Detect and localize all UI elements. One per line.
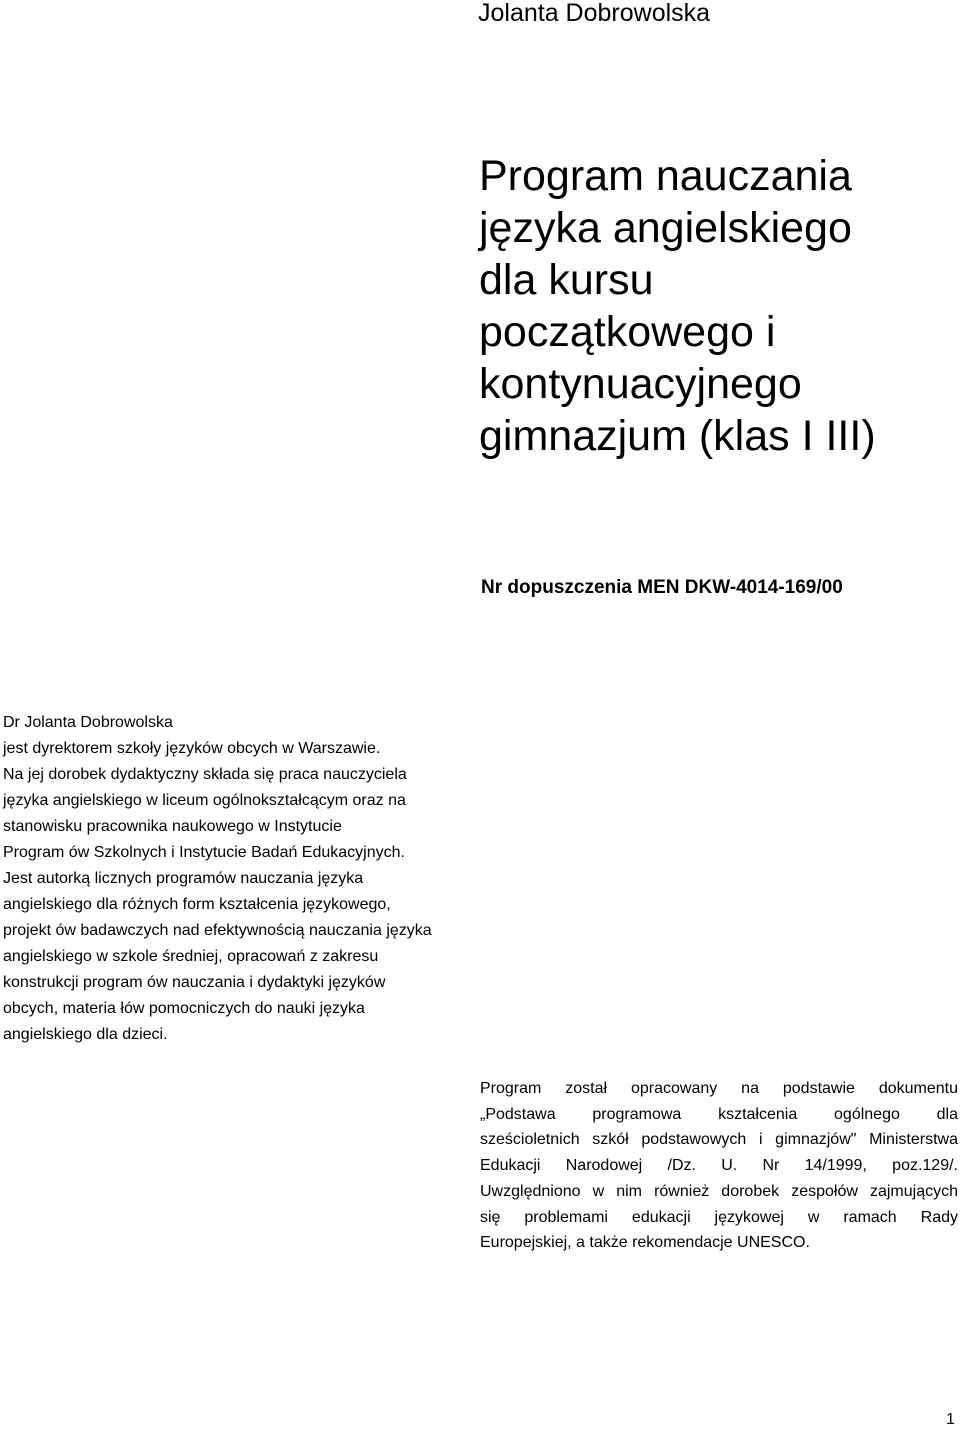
note-line: Europejskiej, a także rekomendacje UNESCO. [480, 1234, 810, 1252]
bio-line: angielskiego dla dzieci. [3, 1026, 168, 1043]
bio-line: Dr Jolanta Dobrowolska [3, 714, 173, 731]
title-line: dla kursu [479, 256, 654, 304]
note-line: się problemami edukacji językowej w ramach Rady [480, 1208, 958, 1226]
bio-line: obcych, materia łów pomocniczych do nauki języka [3, 1000, 365, 1017]
note-line: Uwzględniono w nim również dorobek zespołów zajmujących [480, 1182, 958, 1200]
bio-line: języka angielskiego w liceum ogólnokształcącym oraz na [3, 792, 406, 809]
document-title [479, 150, 954, 462]
approval-number: Nr dopuszczenia MEN DKW-4014-169/00 [481, 577, 843, 598]
document-author-header: Jolanta Dobrowolska [478, 0, 711, 27]
title-line: kontynuacyjnego [479, 360, 802, 408]
title-line: języka angielskiego [479, 204, 852, 252]
author-bio [3, 710, 478, 1048]
bio-line: angielskiego w szkole średniej, opracowań z zakresu [3, 948, 379, 965]
bio-line: konstrukcji program ów nauczania i dydaktyki języków [3, 974, 386, 991]
note-line: sześcioletnich szkół podstawowych i gimnazjów" Ministerstwa [480, 1131, 958, 1149]
bio-line: projekt ów badawczych nad efektywnością nauczania języka [3, 922, 432, 939]
bio-line: Na jej dorobek dydaktyczny składa się praca nauczyciela [3, 766, 407, 783]
note-line: Program został opracowany na podstawie dokumentu [480, 1080, 958, 1097]
note-line: Edukacji Narodowej /Dz. U. Nr 14/1999, poz.129/. [480, 1157, 958, 1175]
title-line: gimnazjum (klas I III) [479, 412, 876, 460]
page-number: 1 [946, 1411, 955, 1428]
bio-line: Jest autorką licznych programów nauczania języka [3, 870, 364, 887]
bio-line: angielskiego dla różnych form kształcenia językowego, [3, 896, 391, 913]
bio-line: Program ów Szkolnych i Instytucie Badań Edukacyjnych. [3, 844, 405, 861]
program-basis-note [480, 1076, 958, 1256]
title-line: Program nauczania [479, 152, 852, 200]
bio-line: stanowisku pracownika naukowego w Instytucie [3, 818, 342, 835]
note-line: „Podstawa programowa kształcenia ogólnego dla [480, 1105, 958, 1123]
bio-line: jest dyrektorem szkoły języków obcych w Warszawie. [3, 740, 381, 757]
title-line: początkowego i [479, 308, 776, 356]
